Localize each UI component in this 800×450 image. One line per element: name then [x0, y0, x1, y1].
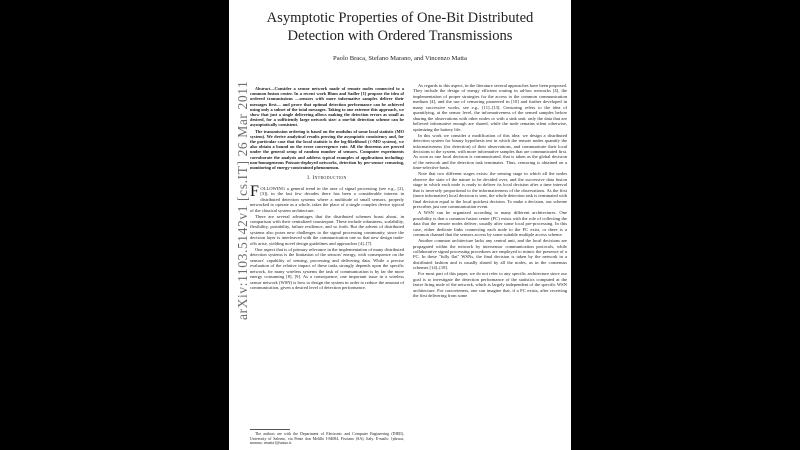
right-paragraph-6: For most part of this paper, we do not refer to any specific architecture since our goal is to investigate the detection performance of the statistics computed at the faster firing node of the network, which is largely independent of the specific WSN architecture. For concreteness, one can imagine that, if a FC exists, after receiving the first delivering from some — [413, 271, 567, 299]
paper-authors: Paolo Braca, Stefano Marano, and Vincenzo Matta — [333, 55, 467, 62]
right-paragraph-3: Note that two different stages exists: the sensing stage in which all the nodes observe the state of the nature to be decided over, and the successive data fusion stage in which each node is ready to deliver its local decision after a time interval that is inversely proportional to the informativeness of the observations. As the first (more informative) local decision is sent, the whole detection task is terminated with final decision equal to the local quickest decision. To make a decision, our scheme prescribes just one communication event. — [413, 171, 567, 210]
abstract-lead: Abstract — [255, 86, 271, 91]
section-heading-introduction: I. Introduction — [307, 175, 347, 182]
footnote — [250, 432, 404, 447]
arxiv-identifier: arXiv:1103.5142v1 [cs.IT] 26 Mar 2011 — [235, 80, 250, 320]
intro-paragraph-3: One aspect that is of primary relevance in the implementation of many distributed detection systems is the limitation of the sensors' energy, with consequence on the sensors' capability of sensing, processing and delivering data. While a precise evaluation of the relative impact of these tasks strongly depends upon the specific network, for many wireless systems the task of communication is by far the more energy consuming [8], [9]. As a consequence, one important issue in a wireless sensor network (WSN) is how to design the system in order to reduce the amount of communication, given a desired level of detection performance. — [250, 246, 404, 291]
intro-paragraph-2: There are several advantages that the distributed schemes boast about, in comparison with their centralized counterpart. These include robustness, scalability, flexibility, portability, failure resilience, and so forth. But the advent of distributed systems also poses new challenges to the signal processing community, since the decision layer is interleaved with the communication one so that new design trade-offs arise, yielding novel design guidelines and approaches [4]–[7]. — [250, 213, 404, 246]
footnote-text: The authors are with the Department of Electronic and Computer Engineering (DIEII), University of Salerno, via Ponte don Melillo I-84084, Fisciano (SA), Italy. E-mails: {pbraca, marano, vmatta}@unisa.it. — [250, 432, 404, 446]
right-paragraph-5: Another common architecture lacks any central unit, and the local decisions are propagated within the network by intersensor communication protocols, while collaborative signal processing procedures are employed to mimic the presence of a FC. In these "fully flat" WSNs, the final decision is taken by the network in a distributed fashion and is usually shared by all the nodes, as in the consensus schemes [14]–[18]. — [413, 238, 567, 271]
footnote-rule — [250, 429, 290, 430]
right-paragraph-2: In this work we consider a modification of this idea: we design a distributed detection system for binary hypothesis test in which the remote nodes quantify the informativeness (for detection) of their observations, and communicate their local decisions to the system, with more informative samples that are communicated first. As soon as one local decision is communicated, that is taken as the global decision of the network and the detection task terminates. Thus, censoring is obtained on a time-selective basis. — [413, 132, 567, 171]
right-column — [413, 83, 567, 299]
paper-title: Asymptotic Properties of One-Bit Distributed Detection with Ordered Transmissions — [266, 10, 534, 44]
left-column — [250, 86, 404, 291]
right-paragraph-1: As regards to this aspect, in the literature several approaches have been proposed. They include the design of energy efficient routing in ad-hoc networks [4], the implementation of proper strategies for the access to the common communication medium [4], and the use of censoring pioneered in [10] and further developed in many successive works, see e.g., [11]–[13]. Censoring refers to the idea of quantifying, at the sensor level, the informativeness of the sensed samples before sharing the observations with other nodes or with a sink unit: only the data that are believed informative enough are shared, while the node remains silent otherwise, optimizing the battery life. — [413, 83, 567, 132]
abstract-paragraph-2: The transmission ordering is based on the modulus of some local statistic (MO system). We derive analytical results proving the asymptotic consistency and, for the particular case that the local statistic is the log-likelihood (ℓ-MO system), we also obtain a bound on the error convergence rate. All the theorems are proved under the general setup of random number of sensors. Computer experiments corroborate the analysis and address typical examples of applications including: non-homogeneous Poisson-deployed networks, detection by per-sensor censoring, monitoring of energy-constrained phenomenon. — [250, 128, 404, 171]
right-paragraph-4: A WSN can be organized according to many different architectures. One possibility is that a common fusion center (FC) exists with the role of collecting the data that the remote nodes deliver, usually after some local pre-processing. In this case, either dedicate links connecting each node to the FC exist, or there is a common channel that the sensors access by some suitable multiple access scheme. — [413, 210, 567, 238]
abstract-text: —Consider a sensor network made of remote nodes connected to a common fusion center. In a recent work Blum and Sadler [1] propose the idea of ordered transmissions —sensors with more informative samples deliver their messages first— and prove that optimal detection performance can be achieved using only a subset of the total messages. Taking to one extreme this approach, we show that just a single delivering allows making the detection errors as small as desired, for a sufficiently large network size: a one-bit detection scheme can be asymptotically consistent. — [250, 86, 404, 128]
abstract-paragraph — [250, 86, 404, 128]
drop-cap: F — [250, 183, 259, 201]
intro-paragraph-1-text: OLLOWING a general trend in the area of signal processing (see e.g., [2], [3]), in the last few decades there has been a considerable interest in distributed detection systems where a multitude of small sensors, properly networked to operate as a whole, takes the place of a single complex device typical of the classical system architecture. — [250, 185, 404, 213]
intro-paragraph-1 — [250, 183, 404, 213]
